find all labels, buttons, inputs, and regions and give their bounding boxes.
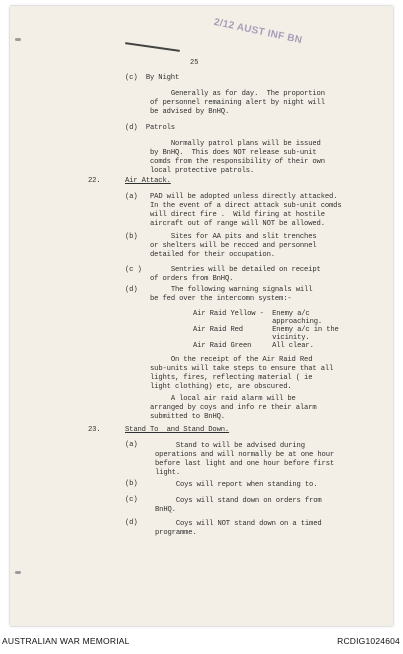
text-line: PAD will be adopted unless directly attacked.: [150, 193, 338, 201]
text-line: detailed for their occupation.: [150, 251, 275, 259]
text-line: by BnHQ. This does NOT release sub-unit: [150, 149, 317, 157]
footer-archive: AUSTRALIAN WAR MEMORIAL: [2, 636, 130, 646]
text-line: be advised by BnHQ.: [150, 108, 230, 116]
text-line: light.: [155, 469, 180, 477]
text-line: A local air raid alarm will be: [150, 395, 296, 403]
text-line: Coys will report when standing to.: [155, 481, 318, 489]
punch-hole-top: [15, 38, 21, 41]
text-line: or shelters will be recced and personnel: [150, 242, 317, 250]
text-line: (b): [125, 233, 138, 241]
text-line: 23.: [88, 426, 101, 434]
text-line: approaching.: [193, 318, 323, 326]
text-line: vicinity.: [193, 334, 310, 342]
text-line: submitted to BnHQ.: [150, 413, 225, 421]
text-line: (c): [125, 496, 138, 504]
text-line: Air Raid Green All clear.: [193, 342, 314, 350]
text-line: (d): [125, 286, 138, 294]
text-line: Coys will stand down on orders from: [155, 497, 322, 505]
text-line: will direct fire . Wild firing at hostile: [150, 211, 325, 219]
text-line: (d) Patrols: [125, 124, 175, 132]
text-line: of personnel remaining alert by night will: [150, 99, 325, 107]
text-line: Air Raid Red Enemy a/c in the: [193, 326, 339, 334]
text-line: (c) By Night: [125, 74, 180, 82]
text-line: Sentries will be detailed on receipt: [150, 266, 321, 274]
text-line: lights, fires, reflecting material ( ie: [150, 374, 313, 382]
text-line: BnHQ.: [155, 506, 176, 514]
text-line: Coys will NOT stand down on a timed: [155, 520, 322, 528]
text-line: operations and will normally be at one hour: [155, 451, 335, 459]
text-line: 22.: [88, 177, 101, 185]
text-line: sub-units will take steps to ensure that all: [150, 365, 334, 373]
text-line: (b): [125, 480, 138, 488]
text-line: In the event of a direct attack sub-unit comds: [150, 202, 342, 210]
punch-hole-bottom: [15, 571, 21, 574]
text-line: (d): [125, 519, 138, 527]
text-line: (a): [125, 441, 138, 449]
text-line: of orders from BnHQ.: [150, 275, 234, 283]
text-line: light clothing) etc, are obscured.: [150, 383, 292, 391]
text-line: Generally as for day. The proportion: [150, 90, 325, 98]
text-line: Air Raid Yellow - Enemy a/c: [193, 310, 310, 318]
section-heading: Stand To and Stand Down.: [125, 426, 230, 434]
text-line: (c ): [125, 266, 142, 274]
text-line: On the receipt of the Air Raid Red: [150, 356, 313, 364]
text-line: before last light and one hour before first: [155, 460, 335, 468]
text-line: Normally patrol plans will be issued: [150, 140, 321, 148]
text-line: local protective patrols.: [150, 167, 255, 175]
text-line: be fed over the intercomn system:-: [150, 295, 292, 303]
text-line: arranged by coys and info re their alarm: [150, 404, 317, 412]
unit-stamp: 2/12 AUST INF BN: [212, 16, 304, 47]
text-line: aircraft out of range will NOT be allowed.: [150, 220, 325, 228]
text-line: The following warning signals will: [150, 286, 313, 294]
section-heading: Air Attack.: [125, 177, 171, 185]
page-number: 25: [190, 59, 199, 67]
text-line: comds from the responsibility of their own: [150, 158, 325, 166]
text-line: Sites for AA pits and slit trenches: [150, 233, 317, 241]
text-line: (a): [125, 193, 138, 201]
footer-id: RCDIG1024604: [337, 636, 400, 646]
text-line: Stand to will be advised during: [155, 442, 305, 450]
ink-mark: [125, 42, 180, 52]
document-page: [10, 6, 393, 626]
text-line: programme.: [155, 529, 197, 537]
